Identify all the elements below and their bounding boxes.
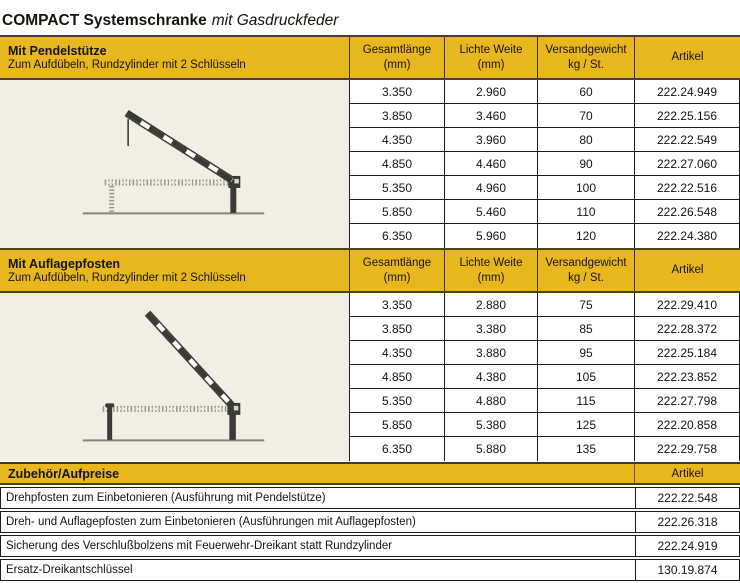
section-header-auflagepfosten [0, 248, 740, 293]
barrier-pendulum-diagram [0, 80, 350, 248]
artikel-number: 222.24.949 [635, 80, 740, 103]
accessory-label: Drehpfosten zum Einbetonieren (Ausführung mit Pendelstütze) [6, 492, 326, 504]
column-header-artikel: Artikel [671, 51, 704, 64]
table-row: 3.850 3.460 70 222.25.156 [350, 104, 740, 128]
column-header-versandgewicht: Versandgewicht kg / St. [538, 250, 635, 291]
section-header-pendelstuetze [0, 35, 740, 80]
table-row: 5.850 5.460 110 222.26.548 [350, 200, 740, 224]
table-row: 6.350 5.960 120 222.24.380 [350, 224, 740, 248]
artikel-number: 222.22.549 [635, 128, 740, 151]
section-title: Mit Auflagepfosten [8, 257, 121, 271]
artikel-number: 222.27.060 [635, 152, 740, 175]
artikel-number: 222.28.372 [635, 317, 740, 340]
barrier-pendulum-diagram-icon [0, 80, 349, 248]
table-row: 3.350 2.880 75 222.29.410 [350, 293, 740, 317]
section-body-pendelstuetze [0, 80, 740, 248]
page-title-variant: mit Gasdruckfeder [211, 12, 339, 29]
accessory-label: Sicherung des Verschlußbolzens mit Feuerwehr-Dreikant statt Rundzylinder [6, 540, 393, 552]
table-row: 6.350 5.880 135 222.29.758 [350, 437, 740, 461]
table-row: 4.350 3.880 95 222.25.184 [350, 341, 740, 365]
accessory-row [0, 559, 740, 581]
column-header-lichte-weite: Lichte Weite (mm) [445, 37, 538, 78]
artikel-number: 222.22.516 [635, 176, 740, 199]
section-description [0, 37, 350, 78]
accessory-label: Ersatz-Dreikantschlüssel [6, 564, 133, 576]
artikel-number: 222.26.318 [635, 512, 739, 532]
barrier-support-post-diagram [0, 293, 350, 461]
accessory-row [0, 487, 740, 509]
column-header-lichte-weite: Lichte Weite (mm) [445, 250, 538, 291]
table-row: 4.350 3.960 80 222.22.549 [350, 128, 740, 152]
table-row: 3.850 3.380 85 222.28.372 [350, 317, 740, 341]
table-row: 4.850 4.380 105 222.23.852 [350, 365, 740, 389]
section-body-auflagepfosten [0, 293, 740, 461]
page-title-product: COMPACT Systemschranke [2, 12, 207, 29]
section-subtitle: Zum Aufdübeln, Rundzylinder mit 2 Schlüsseln [8, 272, 246, 284]
artikel-number: 222.23.852 [635, 365, 740, 388]
artikel-number: 222.24.380 [635, 224, 740, 248]
table-row: 5.350 4.960 100 222.22.516 [350, 176, 740, 200]
artikel-number: 222.22.548 [635, 488, 739, 508]
data-rows [350, 80, 740, 248]
artikel-number: 222.26.548 [635, 200, 740, 223]
table-row: 5.350 4.880 115 222.27.798 [350, 389, 740, 413]
section-description [0, 250, 350, 291]
accessories-artikel-header: Artikel [671, 467, 704, 480]
column-header-artikel: Artikel [671, 264, 704, 277]
artikel-number: 222.25.156 [635, 104, 740, 127]
artikel-number: 222.20.858 [635, 413, 740, 436]
accessories-header [0, 462, 740, 485]
table-row: 3.350 2.960 60 222.24.949 [350, 80, 740, 104]
section-title: Mit Pendelstütze [8, 44, 107, 58]
artikel-number: 222.29.410 [635, 293, 740, 316]
artikel-number: 222.24.919 [635, 536, 739, 556]
barrier-support-post-diagram-icon [0, 293, 349, 461]
column-header-gesamtlaenge: Gesamtlänge (mm) [350, 250, 445, 291]
section-subtitle: Zum Aufdübeln, Rundzylinder mit 2 Schlüsseln [8, 59, 246, 71]
column-header-gesamtlaenge: Gesamtlänge (mm) [350, 37, 445, 78]
artikel-number: 130.19.874 [635, 560, 739, 580]
column-header-versandgewicht: Versandgewicht kg / St. [538, 37, 635, 78]
accessory-row [0, 511, 740, 533]
table-row: 5.850 5.380 125 222.20.858 [350, 413, 740, 437]
accessory-label: Dreh- und Auflagepfosten zum Einbetonieren (Ausführungen mit Auflagepfosten) [6, 516, 416, 528]
accessories-title: Zubehör/Aufpreise [0, 464, 635, 483]
accessories-rows [0, 487, 740, 581]
artikel-number: 222.29.758 [635, 437, 740, 461]
data-rows [350, 293, 740, 461]
artikel-number: 222.27.798 [635, 389, 740, 412]
table-row: 4.850 4.460 90 222.27.060 [350, 152, 740, 176]
accessory-row [0, 535, 740, 557]
page-title [0, 0, 740, 35]
artikel-number: 222.25.184 [635, 341, 740, 364]
